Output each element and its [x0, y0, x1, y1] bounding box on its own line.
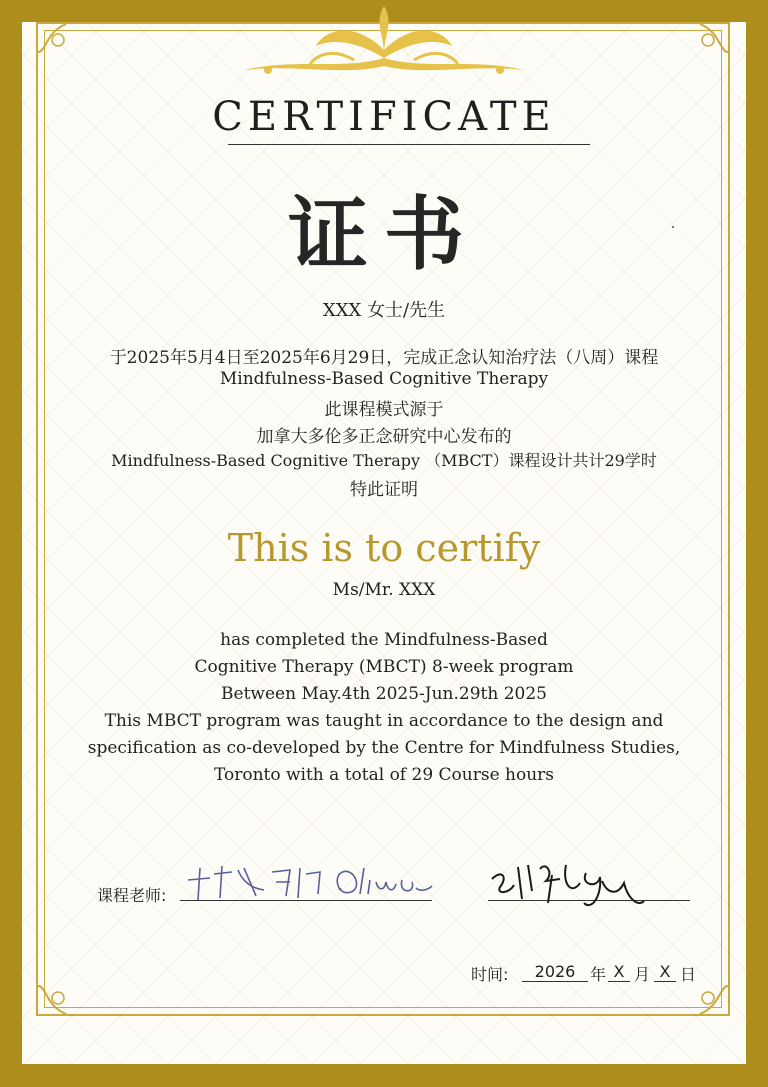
cn-line: 加拿大多伦多正念研究中心发布的: [256, 427, 512, 447]
en-line: Cognitive Therapy (MBCT) 8-week program: [194, 657, 574, 677]
en-name-line: Ms/Mr. XXX: [332, 580, 436, 600]
en-line: Between May.4th 2025-Jun.29th 2025: [221, 684, 547, 704]
date-label: 时间:: [471, 965, 509, 984]
date-month: X: [608, 962, 630, 982]
corner-ornament-top-left: [36, 22, 76, 62]
top-ornament: [234, 0, 534, 84]
date-year: 2026: [522, 962, 588, 982]
en-line: has completed the Mindfulness-Based: [220, 630, 548, 650]
date-month-unit: 月: [634, 965, 651, 984]
cn-name-line: XXX 女士/先生: [322, 300, 446, 321]
teacher-signature: [180, 860, 440, 905]
en-line: specification as co-developed by the Centre for Mindfulness Studies,: [87, 738, 681, 758]
teacher-label: 课程老师:: [97, 886, 167, 905]
certify-heading: This is to certify: [227, 526, 541, 570]
director-signature: [488, 855, 648, 915]
certificate-title: CERTIFICATE: [212, 94, 556, 140]
date-day-unit: 日: [680, 965, 697, 984]
en-line: Toronto with a total of 29 Course hours: [213, 765, 555, 785]
cn-line: 此课程模式源于: [324, 400, 444, 420]
cn-line: 特此证明: [350, 480, 418, 500]
date-day: X: [654, 962, 676, 982]
en-line: This MBCT program was taught in accordance to the design and: [104, 711, 664, 731]
corner-ornament-bottom-left: [36, 976, 76, 1016]
date-year-unit: 年: [590, 965, 607, 984]
cn-line: 于2025年5月4日至2025年6月29日，完成正念认知治疗法（八周）课程: [109, 348, 659, 368]
title-divider: [228, 144, 590, 145]
cn-line: Mindfulness-Based Cognitive Therapy: [219, 369, 549, 389]
chinese-title: 证书: [288, 187, 480, 281]
corner-ornament-top-right: [690, 22, 730, 62]
cn-line: Mindfulness-Based Cognitive Therapy （MBCT）课程设计共计29学时: [111, 451, 657, 470]
decorative-dot: [672, 226, 674, 228]
